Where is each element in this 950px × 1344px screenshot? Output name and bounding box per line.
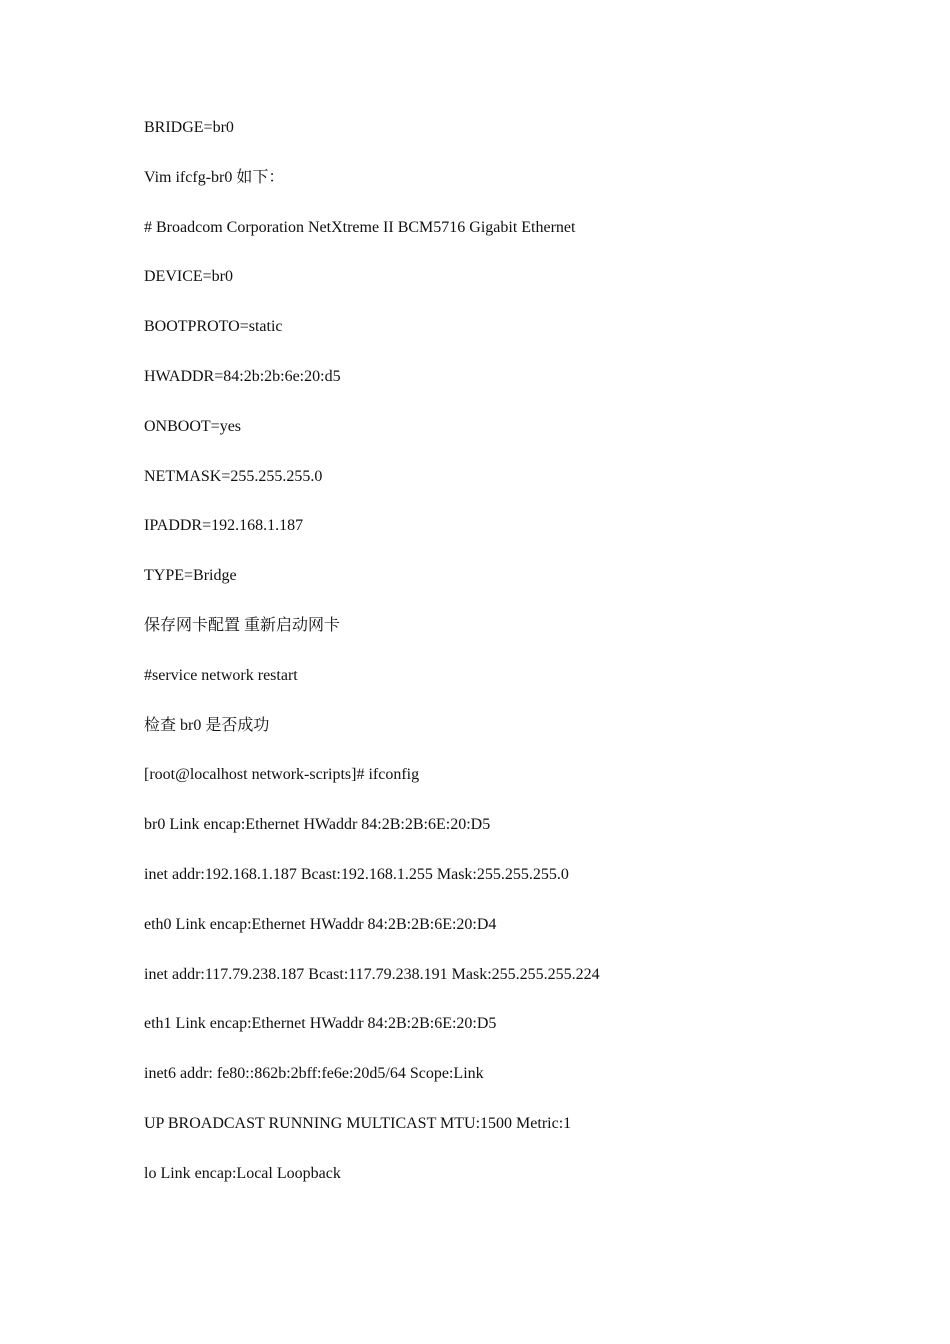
- instruction-line-check: 检查 br0 是否成功: [144, 716, 270, 734]
- command-line-restart: #service network restart: [144, 666, 298, 684]
- output-line-eth0: eth0 Link encap:Ethernet HWaddr 84:2B:2B:6E:20:D4: [144, 915, 497, 933]
- comment-line: # Broadcom Corporation NetXtreme II BCM5716 Gigabit Ethernet: [144, 218, 576, 236]
- config-line-device: DEVICE=br0: [144, 268, 234, 286]
- command-line-ifconfig: [root@localhost network-scripts]# ifconfig: [144, 766, 420, 784]
- output-line-eth1: eth1 Link encap:Ethernet HWaddr 84:2B:2B:6E:20:D5: [144, 1015, 497, 1033]
- config-line-bootproto: BOOTPROTO=static: [144, 318, 283, 336]
- config-line-type: TYPE=Bridge: [144, 567, 237, 585]
- output-line-eth1-inet6: inet6 addr: fe80::862b:2bff:fe6e:20d5/64 Scope:Link: [144, 1065, 484, 1083]
- output-line-br0-inet: inet addr:192.168.1.187 Bcast:192.168.1.255 Mask:255.255.255.0: [144, 865, 569, 883]
- config-line-onboot: ONBOOT=yes: [144, 417, 242, 435]
- output-line-eth1-flags: UP BROADCAST RUNNING MULTICAST MTU:1500 Metric:1: [144, 1114, 572, 1132]
- document-body: [144, 116, 904, 1212]
- instruction-line-vim: Vim ifcfg-br0 如下：: [144, 168, 285, 186]
- output-line-br0: br0 Link encap:Ethernet HWaddr 84:2B:2B:6E:20:D5: [144, 816, 491, 834]
- output-line-eth0-inet: inet addr:117.79.238.187 Bcast:117.79.238.191 Mask:255.255.255.224: [144, 965, 600, 983]
- config-line-ipaddr: IPADDR=192.168.1.187: [144, 517, 304, 535]
- config-line-netmask: NETMASK=255.255.255.0: [144, 467, 323, 485]
- config-line-bridge: BRIDGE=br0: [144, 119, 234, 136]
- config-line-hwaddr: HWADDR=84:2b:2b:6e:20:d5: [144, 367, 341, 385]
- instruction-line-save: 保存网卡配置 重新启动网卡: [144, 616, 341, 634]
- output-line-lo: lo Link encap:Local Loopback: [144, 1164, 341, 1182]
